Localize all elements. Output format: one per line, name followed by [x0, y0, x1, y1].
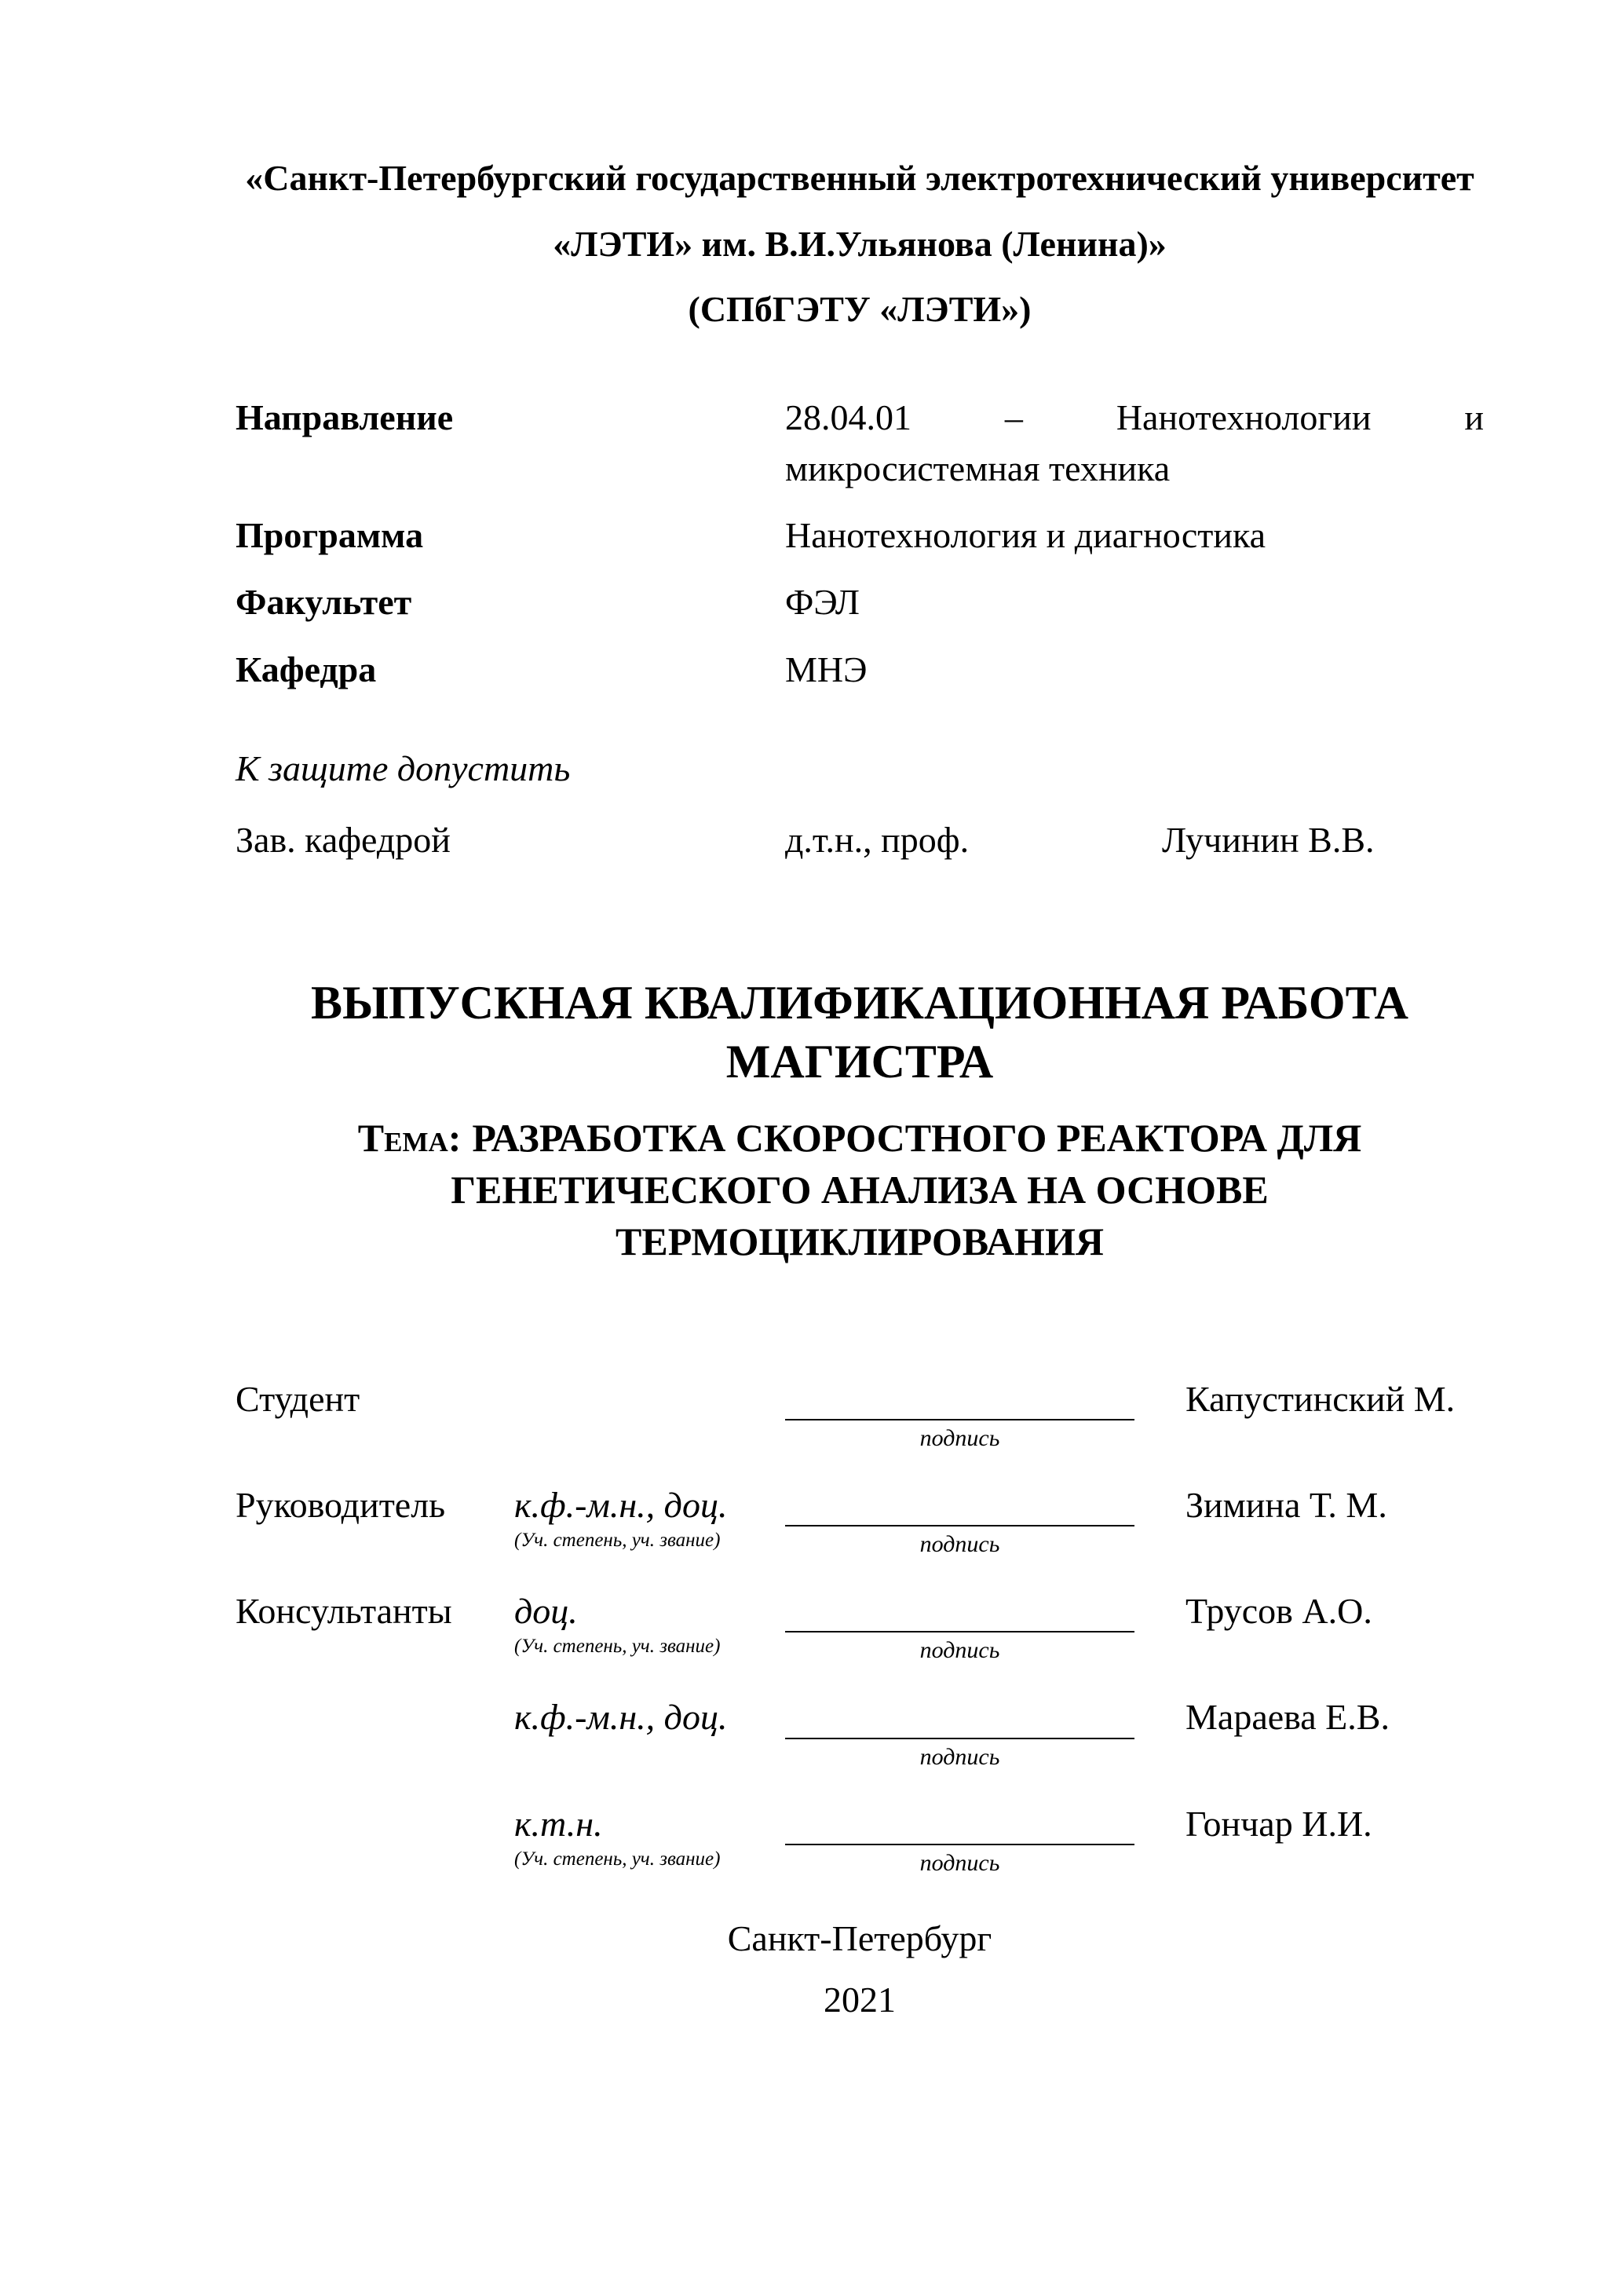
signature-field [785, 1844, 1134, 1876]
thesis-title [236, 974, 1484, 1091]
department-head-label: Зав. кафедрой [236, 819, 451, 860]
signature-caption: подпись [919, 1531, 1000, 1558]
signature-row-consultant-2 [236, 1695, 1484, 1770]
direction-dash: – [1004, 397, 1023, 438]
direction-value-line1 [785, 393, 1484, 443]
degree-note: (Уч. степень, уч. звание) [514, 1530, 721, 1552]
direction-value [785, 393, 1484, 494]
thesis-theme-line1 [236, 1112, 1484, 1164]
department-value: МНЭ [785, 649, 868, 689]
signature-caption: подпись [919, 1743, 1000, 1770]
direction-value-line2: микросистемная техника [785, 448, 1171, 488]
signature-caption: подпись [919, 1637, 1000, 1664]
signature-row-supervisor [236, 1483, 1484, 1558]
signature-row-consultant-3 [236, 1802, 1484, 1876]
signature-field [785, 1631, 1134, 1664]
university-abbreviation: (СПбГЭТУ «ЛЭТИ») [688, 289, 1032, 330]
role-label: Консультанты [236, 1591, 452, 1632]
signature-row-student [236, 1377, 1484, 1452]
degree-note: (Уч. степень, уч. звание) [514, 1848, 721, 1870]
department-head-degree: д.т.н., проф. [785, 819, 970, 860]
signature-field [785, 1738, 1134, 1770]
degree-label: к.ф.-м.н., доц. [514, 1697, 728, 1738]
signature-field [785, 1525, 1134, 1558]
signature-line [785, 1738, 1134, 1739]
person-name: Гончар И.И. [1185, 1803, 1372, 1844]
degree-text: к.ф.-м.н., доц. [514, 1485, 728, 1526]
department-head-name: Лучинин В.В. [1162, 819, 1375, 860]
signature-caption: подпись [919, 1425, 1000, 1452]
degree-note: (Уч. степень, уч. звание) [514, 1636, 721, 1658]
faculty-value: ФЭЛ [785, 582, 860, 623]
signature-field [785, 1419, 1134, 1452]
degree-text: доц. [514, 1591, 578, 1632]
department-row [236, 645, 1484, 695]
role-label: Студент [236, 1378, 360, 1419]
role-label: Руководитель [236, 1485, 446, 1526]
thesis-theme [236, 1112, 1484, 1267]
admission-section [236, 744, 1484, 865]
program-value: Нанотехнология и диагностика [785, 514, 1266, 555]
degree-text: к.т.н. [514, 1803, 603, 1844]
direction-word2: и [1464, 397, 1484, 438]
signature-row-consultant-1 [236, 1589, 1484, 1664]
faculty-row [236, 577, 1484, 627]
direction-label: Направление [236, 397, 454, 438]
university-header [236, 145, 1484, 342]
thesis-title-line2: МАГИСТРА [725, 1035, 994, 1088]
program-label: Программа [236, 514, 424, 555]
direction-word1: Нанотехнологии [1116, 397, 1372, 438]
signature-line [785, 1419, 1134, 1420]
university-name-line2: «ЛЭТИ» им. В.И.Ульянова (Ленина)» [553, 223, 1167, 264]
degree-label [514, 1802, 785, 1870]
program-row [236, 510, 1484, 561]
title-block [236, 974, 1484, 1267]
thesis-title-line1: ВЫПУСКНАЯ КВАЛИФИКАЦИОННАЯ РАБОТА [311, 976, 1408, 1029]
thesis-theme-line3: ТЕРМОЦИКЛИРОВАНИЯ [616, 1219, 1104, 1263]
department-head-row [236, 815, 1484, 865]
direction-row [236, 393, 1484, 494]
degree-label [514, 1589, 785, 1658]
person-name: Капустинский М. [1185, 1378, 1456, 1419]
theme-prefix: Тема: [357, 1115, 462, 1160]
theme-text-line1: РАЗРАБОТКА СКОРОСТНОГО РЕАКТОРА ДЛЯ [472, 1115, 1362, 1160]
faculty-label: Факультет [236, 582, 412, 623]
person-name: Зимина Т. М. [1185, 1485, 1387, 1526]
signatures-section [236, 1377, 1484, 1876]
footer-year: 2021 [824, 1980, 896, 2020]
signature-line [785, 1631, 1134, 1632]
admission-intro: К защите допустить [236, 748, 571, 789]
direction-code: 28.04.01 [785, 397, 911, 438]
person-name: Мараева Е.В. [1185, 1697, 1390, 1738]
university-name-line1: «Санкт-Петербургский государственный электротехнический университет [245, 158, 1474, 198]
signature-caption: подпись [919, 1849, 1000, 1876]
footer [236, 1908, 1484, 2031]
person-name: Трусов А.О. [1185, 1591, 1372, 1632]
signature-line [785, 1525, 1134, 1526]
signature-line [785, 1844, 1134, 1845]
program-info-section [236, 393, 1484, 695]
department-label: Кафедра [236, 649, 377, 689]
footer-city: Санкт-Петербург [727, 1918, 992, 1958]
degree-label [514, 1483, 785, 1552]
thesis-theme-line2: ГЕНЕТИЧЕСКОГО АНАЛИЗА НА ОСНОВЕ [451, 1167, 1269, 1212]
